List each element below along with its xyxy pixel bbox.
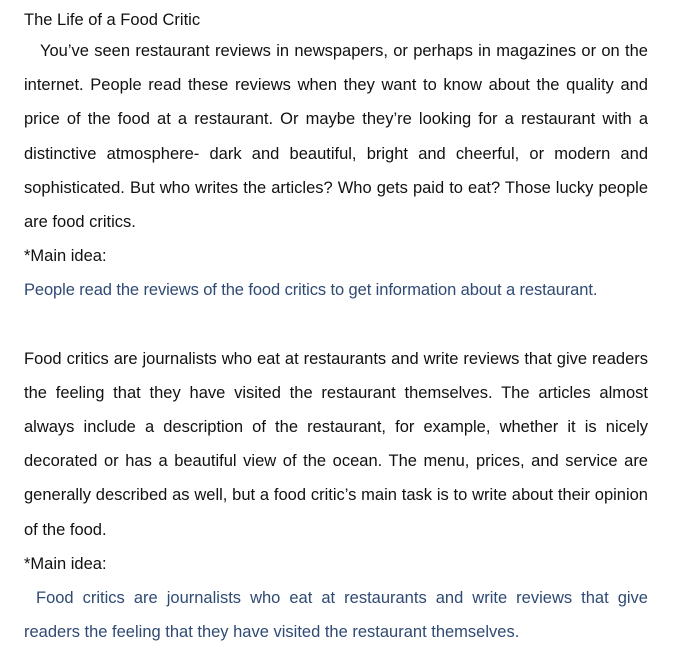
document-page — [24, 6, 648, 649]
paragraph-1 — [24, 34, 648, 239]
paragraph-2: Food critics are journalists who eat at restaurants and write reviews that give readers the feeling that they have visited the restaurant themselves. The articles almost always include a description of the restaurant, for example, whether it is nicely decorated or has a beautiful view of the ocean. The menu, prices, and service are generally described as well, but a food critic’s main task is to write about their opinion of the food. — [24, 349, 648, 539]
main-idea-2-text: Food critics are journalists who eat at restaurants and write reviews that give readers the feeling that they have visited the restaurant themselves. — [24, 589, 648, 642]
paragraph-1-text: You’ve seen restaurant reviews in newspapers, or perhaps in magazines or on the internet. People read these reviews when they want to know about the quality and price of the food at a restaurant. Or maybe they’re looking for a restaurant with a distinctive atmosphere- dark and beautiful, bright and cheerful, or modern and sophisticated. But who writes the articles? Who gets paid to eat? Those lucky people are food critics. — [24, 42, 648, 232]
paragraph-gap — [24, 308, 648, 342]
main-idea-label-1: *Main idea: — [24, 247, 107, 266]
main-idea-1: People read the reviews of the food critics to get information about a restaurant. — [24, 281, 598, 300]
document-title: The Life of a Food Critic — [24, 11, 201, 29]
main-idea-2 — [24, 581, 648, 649]
main-idea-label-2: *Main idea: — [24, 554, 107, 573]
